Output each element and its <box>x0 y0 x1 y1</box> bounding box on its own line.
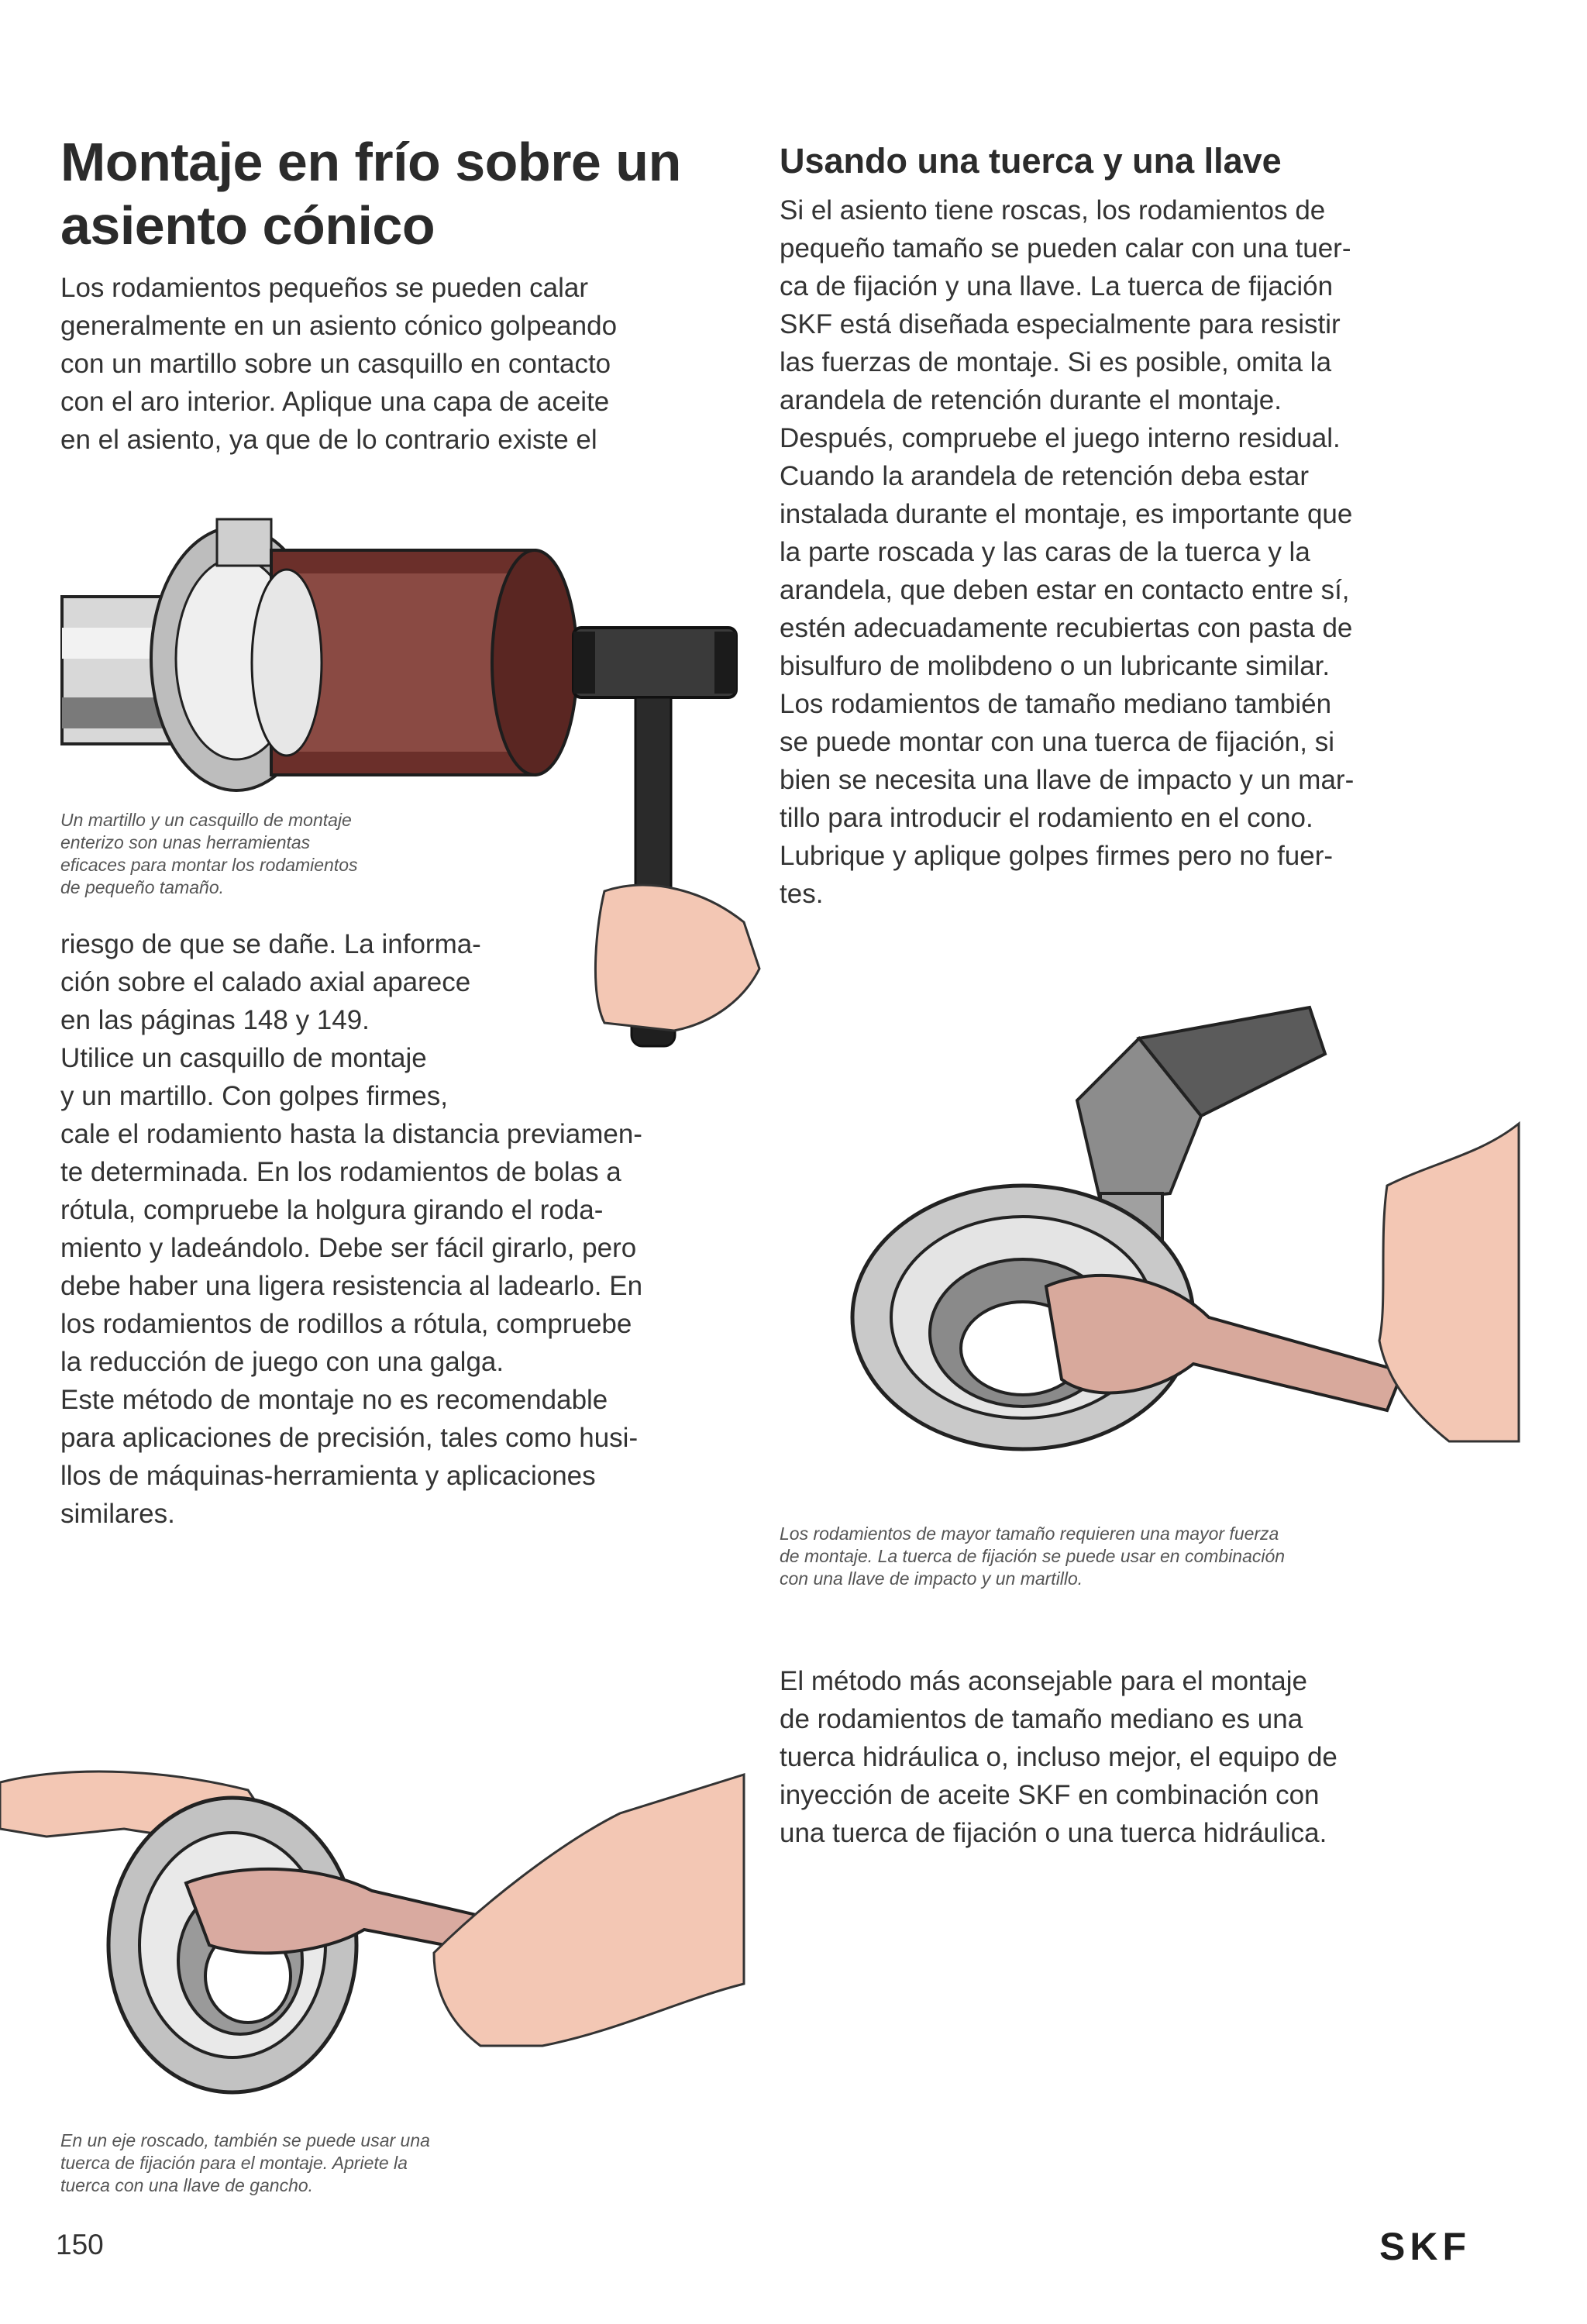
left-paragraph-intro: Los rodamientos pequeños se pueden calar generalmente en un asiento cónico golpeando con un martillo sobre un casquillo en contacto con el aro interior. Aplique una capa de aceite en el asiento, ya que de lo contrario existe el <box>60 273 618 455</box>
caption-impact-wrench: Los rodamientos de mayor tamaño requieren una mayor fuerza de montaje. La tuerca de fijación se puede usar en combinación con una llave de impacto y un martillo. <box>780 1524 1286 1589</box>
caption-hook-spanner: En un eje roscado, también se puede usar una tuerca de fijación para el montaje. Apriete la tuerca con una llave de gancho. <box>60 2130 430 2195</box>
right-paragraph-hydraulic: El método más aconsejable para el montaje de rodamientos de tamaño mediano es una tuerca hidráulica o, incluso mejor, el equipo de inyección de aceite SKF en combinación con una tuerca de fijación o una tuerca hidráulica. <box>780 1666 1337 1848</box>
skf-logo: SKF <box>1379 2225 1471 2268</box>
hook-spanner-illustration <box>0 1751 744 2100</box>
right-paragraph-nut-wrench: Si el asiento tiene roscas, los rodamientos de pequeño tamaño se pueden calar con una tuer- ca de fijación y una llave. La tuerca de fijación SKF está diseñada especialmente para resistir las fuerzas de montaje. Si es posible, omita la arandela de retención durante el montaje. Después, compruebe el juego interno residual. Cuando la arandela de retención deba estar instalada durante el montaje, es importante que la parte roscada y las caras de la tuerca y la arandela, que deben estar en contacto entre sí, estén adecuadamente recubiertas con pasta de bisulfuro de molibdeno o un lubricante similar. Los rodamientos de tamaño mediano también se puede montar con una tuerca de fijación, si bien se necesita una llave de impacto y un mar- tillo para introducir el rodamiento en el cono. Lubrique y aplique golpes firmes pero no fuer- tes. <box>780 195 1355 909</box>
left-paragraph-continued-short: riesgo de que se dañe. La informa- ción sobre el calado axial aparece en las páginas 148 y 149. Utilice un casquillo de montaje y un martillo. Con golpes firmes, <box>60 929 481 1111</box>
page-title: Montaje en frío sobre un asiento cónico <box>60 132 681 256</box>
section-heading-nut-wrench: Usando una tuerca y una llave <box>780 141 1282 181</box>
caption-hammer-sleeve: Un martillo y un casquillo de montaje enterizo son unas herramientas eficaces para montar los rodamientos de pequeño tamaño. <box>60 810 358 897</box>
hammer-sleeve-illustration <box>62 488 759 1093</box>
left-paragraph-continued-full: cale el rodamiento hasta la distancia previamen- te determinada. En los rodamientos de bolas a rótula, compruebe la holgura girando el roda- miento y ladeándolo. Debe ser fácil girarlo, pero debe haber una ligera resistencia al ladearlo. En los rodamientos de rodillos a rótula, compruebe la reducción de juego con una galga. Este método de montaje no es recomendable para aplicaciones de precisión, tales como husi- llos de máquinas-herramienta y aplicaciones similares. <box>60 1119 643 1529</box>
page-number: 150 <box>56 2229 104 2260</box>
impact-wrench-illustration <box>845 1007 1519 1503</box>
